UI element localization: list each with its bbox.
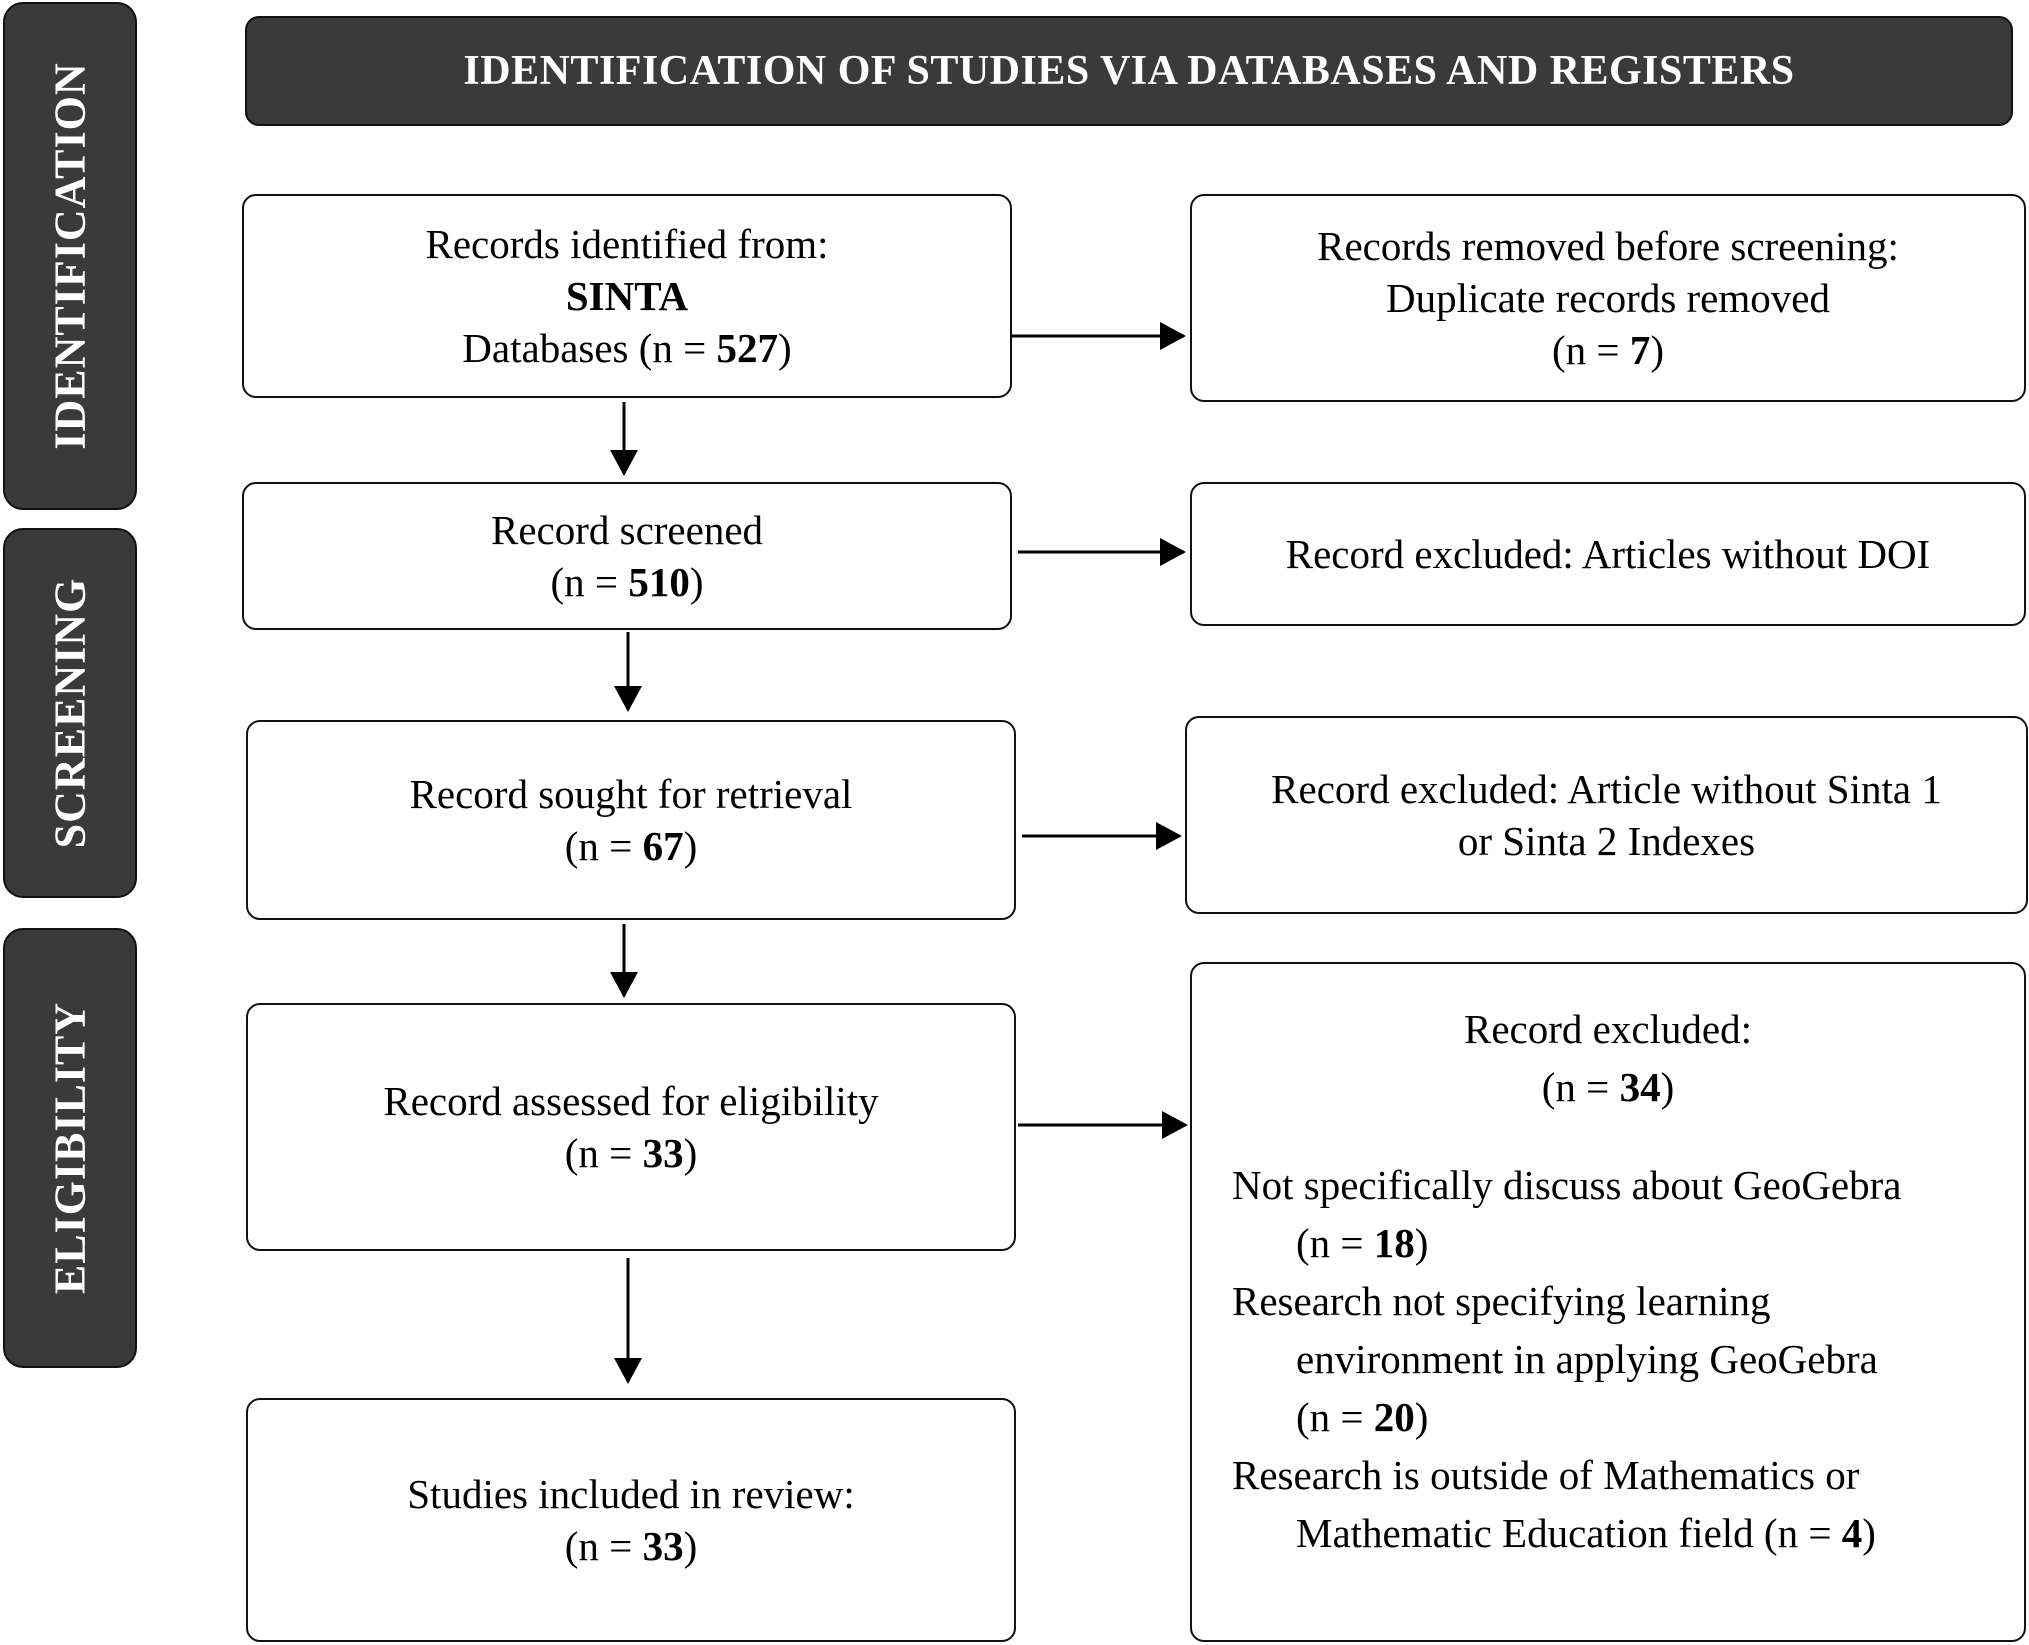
- phase-identification-label: IDENTIFICATION: [45, 62, 95, 450]
- records-removed-count: 7: [1629, 327, 1651, 373]
- exclusion-reason-1-count: 18: [1373, 1220, 1415, 1266]
- record-eligibility-count-line: (n = 33): [564, 1130, 698, 1176]
- records-identified-count: 527: [716, 325, 779, 371]
- records-identified-count-line: Databases (n = 527): [462, 325, 792, 371]
- records-removed-count-line: (n = 7): [1552, 327, 1664, 373]
- records-removed-label: Records removed before screening:: [1317, 223, 1899, 269]
- exclusion-reason-3-count: 4: [1841, 1510, 1863, 1556]
- exclusion-reason-1: Not specifically discuss about GeoGebra (n = 18): [1232, 1162, 1902, 1266]
- phase-screening-label: SCREENING: [45, 577, 95, 849]
- arrowhead-screened: [610, 450, 638, 476]
- phase-eligibility-label: ELIGIBILITY: [45, 1001, 95, 1295]
- diagram-header: IDENTIFICATION OF STUDIES VIA DATABASES AND REGISTERS: [245, 16, 2013, 126]
- excluded-final-count: 34: [1619, 1064, 1661, 1110]
- arrowhead-eligibility: [610, 972, 638, 998]
- arrowhead-included: [614, 1358, 642, 1384]
- record-eligibility-count: 33: [642, 1130, 684, 1176]
- excluded-final-title: Record excluded:: [1463, 1006, 1753, 1052]
- exclusion-reason-2-count: 20: [1373, 1394, 1415, 1440]
- studies-included-count: 33: [642, 1523, 684, 1569]
- studies-included-count-line: (n = 33): [564, 1523, 698, 1569]
- excluded-sinta-line1: Record excluded: Article without Sinta 1: [1271, 766, 1942, 812]
- record-eligibility-label: Record assessed for eligibility: [383, 1078, 879, 1124]
- excluded-final-count-line: (n = 34): [1541, 1064, 1675, 1110]
- record-retrieval-label: Record sought for retrieval: [409, 771, 853, 817]
- arrowhead-excluded-final: [1162, 1111, 1188, 1139]
- excluded-sinta-line2: or Sinta 2 Indexes: [1457, 818, 1756, 864]
- records-identified-label: Records identified from:: [425, 221, 829, 267]
- record-retrieval-count-line: (n = 67): [564, 823, 698, 869]
- records-removed-reason: Duplicate records removed: [1386, 275, 1830, 321]
- studies-included-label: Studies included in review:: [407, 1471, 855, 1517]
- records-identified-source: SINTA: [565, 273, 689, 319]
- excluded-doi-label: Record excluded: Articles without DOI: [1285, 531, 1931, 577]
- arrowhead-excluded-sinta: [1156, 822, 1182, 850]
- arrowhead-excluded-doi: [1160, 538, 1186, 566]
- record-screened-label: Record screened: [490, 507, 764, 553]
- record-screened-count-line: (n = 510): [550, 559, 704, 605]
- arrowhead-removed: [1160, 322, 1186, 350]
- arrowhead-retrieval: [614, 686, 642, 712]
- exclusion-reason-2: Research not specifying learning environment in applying GeoGebra (n = 20): [1232, 1278, 1878, 1440]
- record-screened-count: 510: [628, 559, 690, 605]
- record-retrieval-count: 67: [642, 823, 684, 869]
- exclusion-reason-3: Research is outside of Mathematics or Mathematic Education field (n = 4): [1232, 1452, 1876, 1556]
